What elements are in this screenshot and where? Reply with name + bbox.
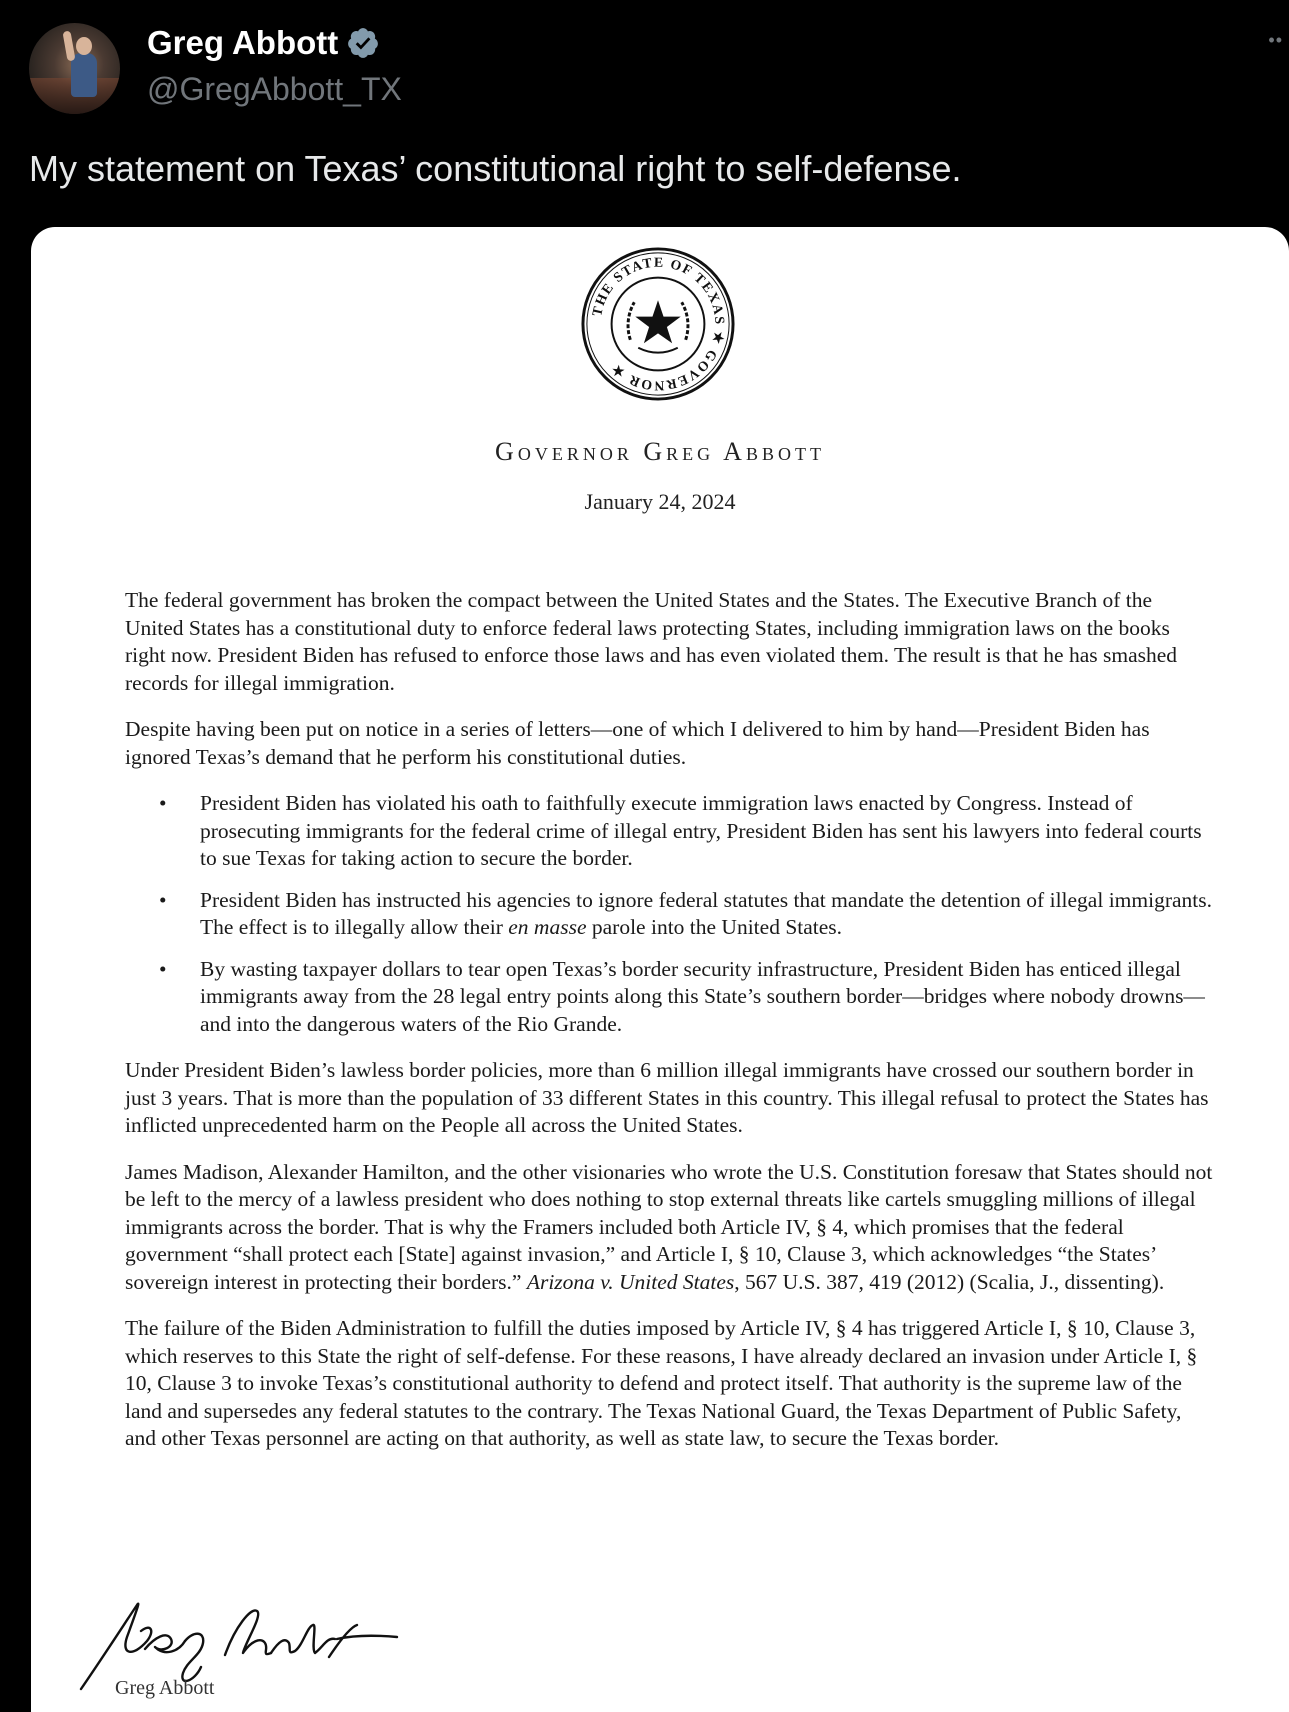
user-handle[interactable]: @GregAbbott_TX bbox=[147, 71, 402, 107]
list-item bbox=[125, 887, 1215, 942]
letter-date: January 24, 2024 bbox=[584, 489, 736, 514]
avatar-head bbox=[76, 37, 92, 55]
signature-printed-name: Greg Abbott bbox=[115, 1677, 215, 1699]
bullet-marker: • bbox=[159, 791, 167, 815]
case-citation-ref: , 567 U.S. 387, 419 (2012) (Scalia, J., dissenting). bbox=[734, 1269, 1165, 1294]
attached-document-image[interactable] bbox=[31, 227, 1289, 1712]
list-item bbox=[125, 956, 1215, 1039]
seal-ring-text: THE STATE OF TEXAS ★ GOVERNOR ★ bbox=[589, 254, 728, 394]
bullet-list bbox=[125, 790, 1215, 1038]
letterhead: Governor Greg Abbott bbox=[495, 437, 825, 466]
paragraph-1: The federal government has broken the compact between the United States and the States. The Executive Branch of the United States has a constitutional duty to enforce federal laws protecting States, including immigration laws on the books right now. President Biden has refused to enforce those laws and has even violated them. The result is that he has smashed records for illegal immigration. bbox=[125, 588, 1178, 695]
paragraph-3: Under President Biden’s lawless border policies, more than 6 million illegal immigrants have crossed our southern border in just 3 years. That is more than the population of 33 different States in this country. This illegal refusal to protect the States has inflicted unprecedented harm on the People all across the United States. bbox=[125, 1058, 1209, 1137]
display-name[interactable]: Greg Abbott bbox=[147, 24, 339, 61]
author-name-row[interactable] bbox=[147, 24, 380, 62]
tweet-text: My statement on Texas’ constitutional right to self-defense. bbox=[29, 148, 962, 189]
bullet-2-italic: en masse bbox=[508, 915, 587, 939]
avatar[interactable] bbox=[29, 23, 120, 114]
avatar-figure bbox=[71, 53, 97, 97]
texas-governor-seal-icon bbox=[579, 245, 737, 403]
bullet-2-text-post: parole into the United States. bbox=[586, 915, 843, 939]
bullet-3-text: By wasting taxpayer dollars to tear open Texas’s border security infrastructure, President Biden has enticed illegal immigrants away from the 28 legal entry points along this State’s southern border—bridges where nobody drowns—and into the dangerous waters of the Rio Grande. bbox=[200, 956, 1205, 1036]
bullet-1-text: President Biden has violated his oath to faithfully execute immigration laws enacted by Congress. Instead of prosecuting immigrants for the federal crime of illegal entry, President Biden has sent his lawyers into federal courts to sue Texas for taking action to secure the border. bbox=[200, 791, 1202, 870]
verified-badge-icon bbox=[346, 26, 380, 60]
bullet-2-text-pre: President Biden has instructed his agencies to ignore federal statutes that mandate the detention of illegal immigrants. The effect is to illegally allow their bbox=[200, 887, 1213, 939]
more-options-icon[interactable]: •• bbox=[1268, 30, 1283, 50]
list-item bbox=[125, 790, 1215, 873]
bullet-marker: • bbox=[159, 887, 167, 912]
avatar-arm bbox=[62, 31, 75, 62]
case-citation-name: Arizona v. United States bbox=[526, 1269, 735, 1294]
paragraph-4 bbox=[125, 1159, 1215, 1297]
bullet-marker: • bbox=[159, 956, 167, 981]
paragraph-4-main: James Madison, Alexander Hamilton, and the other visionaries who wrote the U.S. Constitution foresaw that States should not be left to the mercy of a lawless president who does nothing to stop external threats like cartels smuggling millions of illegal immigrants across the border. That is why the Framers included both Article IV, § 4, which promises that the federal government “shall protect each [State] against invasion,” and Article I, § 10, Clause 3, which acknowledges “the States’ sovereign interest in protecting their borders.” bbox=[125, 1159, 1213, 1294]
paragraph-5: The failure of the Biden Administration to fulfill the duties imposed by Article IV, § 4 has triggered Article I, § 10, Clause 3, which reserves to this State the right of self-defense. For these reasons, I have already declared an invasion under Article I, § 10, Clause 3 to invoke Texas’s constitutional authority to defend and protect itself. That authority is the supreme law of the land and supersedes any federal statutes to the contrary. The Texas National Guard, the Texas Department of Public Safety, and other Texas personnel are acting on that authority, as well as state law, to secure the Texas border. bbox=[125, 1316, 1198, 1450]
paragraph-2: Despite having been put on notice in a series of letters—one of which I delivered to him by hand—President Biden has ignored Texas’s demand that he perform his constitutional duties. bbox=[125, 717, 1150, 769]
letter-body bbox=[125, 587, 1215, 1472]
